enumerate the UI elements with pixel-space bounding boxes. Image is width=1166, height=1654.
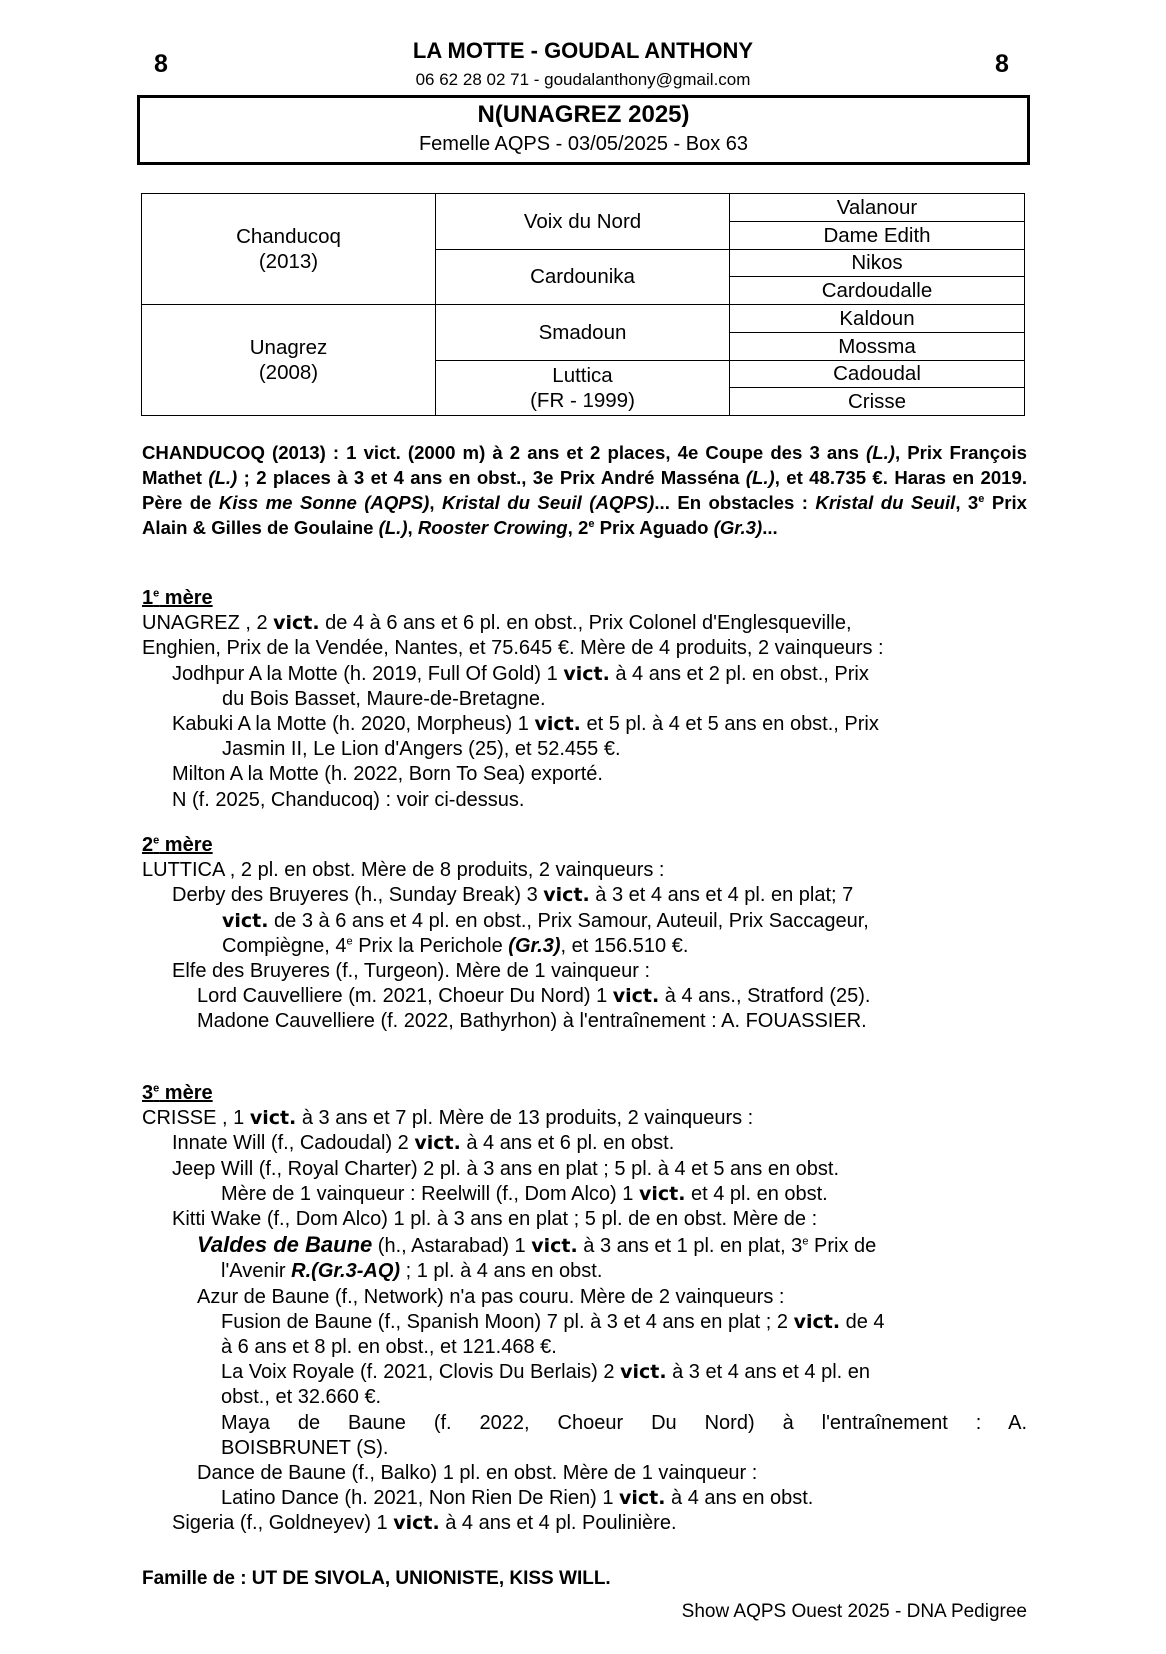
second-dam-line: LUTTICA , 2 pl. en obst. Mère de 8 produits, 2 vainqueurs : <box>142 859 665 882</box>
section-second-dam <box>142 833 1027 1035</box>
first-dam-line: du Bois Basset, Maure-de-Bretagne. <box>222 687 546 710</box>
dam-year: (2008) <box>258 361 319 384</box>
pedigree-ss: Voix du Nord <box>436 194 730 250</box>
first-dam-line: N (f. 2025, Chanducoq) : voir ci-dessus. <box>172 788 525 811</box>
consignor-name: LA MOTTE - GOUDAL ANTHONY <box>412 38 754 63</box>
first-dam-line: Jasmin II, Le Lion d'Angers (25), et 52.455 €. <box>222 738 621 761</box>
lot-number-left: 8 <box>154 50 168 78</box>
sire-year: (2013) <box>258 250 319 273</box>
third-dam-line: Fusion de Baune (f., Spanish Moon) 7 pl. à 3 et 4 ans en plat ; 2 vict. de 4 <box>221 1310 885 1333</box>
section-first-dam <box>142 586 1027 813</box>
second-dam-line: Lord Cauvelliere (m. 2021, Choeur Du Nord) 1 vict. à 4 ans., Stratford (25). <box>197 985 871 1008</box>
pedigree-sd: Cardounika <box>436 249 730 305</box>
pedigree-dd <box>436 360 730 416</box>
third-dam-line: La Voix Royale (f. 2021, Clovis Du Berlais) 2 vict. à 3 et 4 ans et 4 pl. en <box>221 1361 871 1384</box>
third-dam-line: Valdes de Baune (h., Astarabad) 1 vict. à 3 ans et 1 pl. en plat, 3e Prix de <box>197 1232 877 1258</box>
page-footer: Show AQPS Ouest 2025 - DNA Pedigree <box>681 1601 1027 1622</box>
third-dam-line: Innate Will (f., Cadoudal) 2 vict. à 4 ans et 6 pl. en obst. <box>172 1132 675 1155</box>
sire-paragraph: CHANDUCOQ (2013) : 1 vict. (2000 m) à 2 ans et 2 places, 4e Coupe des 3 ans (L.), Prix François Mathet (L.) ; 2 places à 3 et 4 ans en obst., 3e Prix André Masséna (L.), et 48.735 €. Haras en 2019. Père de Kiss me Sonne (AQPS), Kristal du Seuil (AQPS)... En obstacles : Kristal du Seuil, 3e Prix Alain & Gilles de Goulaine (L.), Rooster Crowing, 2e Prix Aguado (Gr.3)... <box>142 442 1028 538</box>
dam-name: Unagrez <box>249 336 328 359</box>
third-dam-line: CRISSE , 1 vict. à 3 ans et 7 pl. Mère de 13 produits, 2 vainqueurs : <box>142 1107 754 1130</box>
horse-name: N(UNAGREZ 2025) <box>477 101 690 128</box>
first-dam-line: Enghien, Prix de la Vendée, Nantes, et 75.645 €. Mère de 4 produits, 2 vainqueurs : <box>142 637 884 660</box>
third-dam-line: Maya de Baune (f. 2022, Choeur Du Nord) à l'entraînement : A. <box>221 1411 1027 1434</box>
second-dam-line: vict. de 3 à 6 ans et 4 pl. en obst., Prix Samour, Auteuil, Prix Saccageur, <box>222 909 869 932</box>
dd-name: Luttica <box>552 363 613 387</box>
third-dam-heading: 3e mère <box>142 1082 213 1104</box>
pedigree-sire <box>142 194 436 305</box>
pedigree-dam <box>142 305 436 416</box>
third-dam-line: Kitti Wake (f., Dom Alco) 1 pl. à 3 ans en plat ; 5 pl. de en obst. Mère de : <box>172 1208 818 1231</box>
third-dam-line: Mère de 1 vainqueur : Reelwill (f., Dom Alco) 1 vict. et 4 pl. en obst. <box>221 1182 828 1205</box>
pedigree-dsd: Mossma <box>730 332 1025 360</box>
second-dam-line: Madone Cauvelliere (f. 2022, Bathyrhon) à l'entraînement : A. FOUASSIER. <box>197 1010 867 1033</box>
third-dam-line: l'Avenir R.(Gr.3-AQ) ; 1 pl. à 4 ans en obst. <box>221 1260 603 1283</box>
third-dam-line: obst., et 32.660 €. <box>221 1386 382 1409</box>
pedigree-table <box>141 193 1025 416</box>
first-dam-line: Milton A la Motte (h. 2022, Born To Sea) exporté. <box>172 763 603 786</box>
third-dam-line: Jeep Will (f., Royal Charter) 2 pl. à 3 ans en plat ; 5 pl. à 4 et 5 ans en obst. <box>172 1157 840 1180</box>
pedigree-ds: Smadoun <box>436 305 730 361</box>
third-dam-line: Sigeria (f., Goldneyev) 1 vict. à 4 ans et 4 pl. Poulinière. <box>172 1512 677 1535</box>
pedigree-sdd: Cardoudalle <box>730 277 1025 305</box>
section-third-dam <box>142 1081 1027 1537</box>
first-dam-heading: 1e mère <box>142 587 213 609</box>
third-dam-line: Latino Dance (h. 2021, Non Rien De Rien) 1 vict. à 4 ans en obst. <box>221 1487 814 1510</box>
sire-name: Chanducoq <box>236 225 341 248</box>
second-dam-heading: 2e mère <box>142 834 213 856</box>
family-line: Famille de : UT DE SIVOLA, UNIONISTE, KISS WILL. <box>142 1568 611 1589</box>
first-dam-line: Jodhpur A la Motte (h. 2019, Full Of Gold) 1 vict. à 4 ans et 2 pl. en obst., Prix <box>172 662 869 685</box>
second-dam-line: Derby des Bruyeres (h., Sunday Break) 3 vict. à 3 et 4 ans et 4 pl. en plat; 7 <box>172 884 854 907</box>
third-dam-line: BOISBRUNET (S). <box>221 1436 389 1459</box>
dd-info: (FR - 1999) <box>530 388 635 412</box>
horse-title-box <box>137 95 1030 165</box>
second-dam-line: Compiègne, 4e Prix la Perichole (Gr.3), et 156.510 €. <box>222 934 689 957</box>
consignor-contact: 06 62 28 02 71 - goudalanthony@gmail.com <box>415 70 751 89</box>
pedigree-sss: Valanour <box>730 194 1025 222</box>
second-dam-line: Elfe des Bruyeres (f., Turgeon). Mère de 1 vainqueur : <box>172 960 651 983</box>
third-dam-line: Dance de Baune (f., Balko) 1 pl. en obst. Mère de 1 vainqueur : <box>197 1462 758 1485</box>
horse-info: Femelle AQPS - 03/05/2025 - Box 63 <box>418 133 749 155</box>
pedigree-sds: Nikos <box>730 249 1025 277</box>
pedigree-dss: Kaldoun <box>730 305 1025 333</box>
lot-number-right: 8 <box>995 50 1009 78</box>
pedigree-ssd: Dame Edith <box>730 221 1025 249</box>
first-dam-line: UNAGREZ , 2 vict. de 4 à 6 ans et 6 pl. en obst., Prix Colonel d'Englesqueville, <box>142 612 852 635</box>
pedigree-ddd: Crisse <box>730 388 1025 416</box>
pedigree-dds: Cadoudal <box>730 360 1025 388</box>
first-dam-line: Kabuki A la Motte (h. 2020, Morpheus) 1 vict. et 5 pl. à 4 et 5 ans en obst., Prix <box>172 713 879 736</box>
third-dam-line: à 6 ans et 8 pl. en obst., et 121.468 €. <box>221 1336 557 1359</box>
third-dam-line: Azur de Baune (f., Network) n'a pas couru. Mère de 2 vainqueurs : <box>197 1285 785 1308</box>
